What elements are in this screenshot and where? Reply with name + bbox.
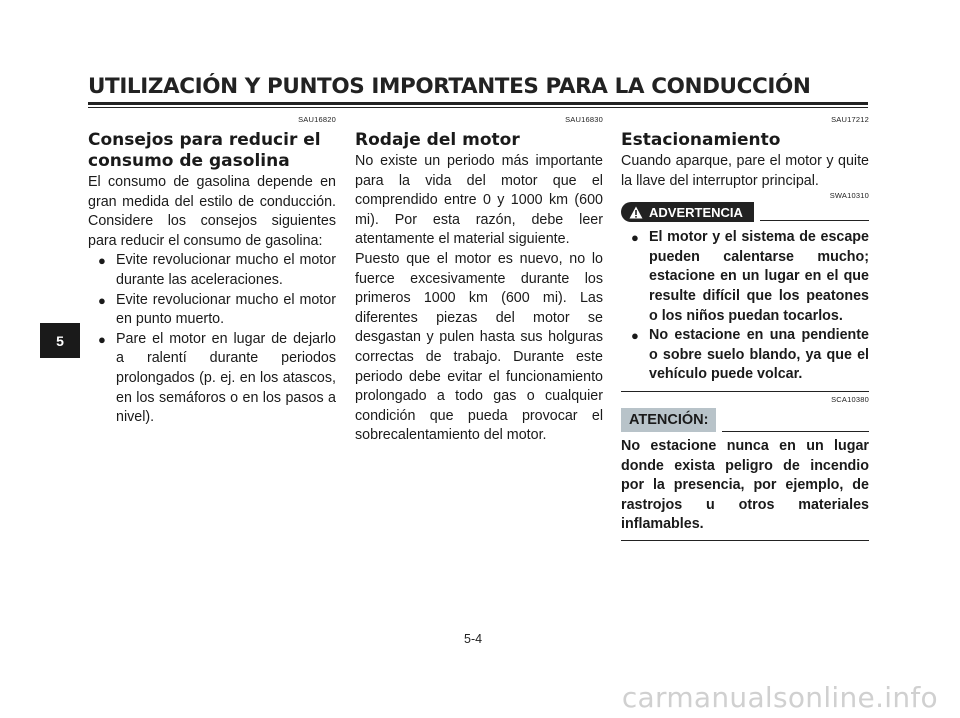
watermark-link[interactable]: carmanualsonline.info [621, 681, 938, 714]
tips-list [88, 251, 336, 427]
section-title-break-in: Rodaje del motor [355, 130, 520, 150]
title-line-1: Consejos para reducir el [88, 130, 321, 150]
page-header-title: UTILIZACIÓN Y PUNTOS IMPORTANTES PARA LA CONDUCCIÓN [88, 74, 811, 99]
caution-header-line [722, 431, 869, 432]
header-rule-thin [88, 107, 868, 108]
column-fuel-consumption [88, 115, 336, 428]
intro-paragraph: El consumo de gasolina depende en gran medida del estilo de conducción. Considere los consejos siguientes para reducir el consumo de gasolina: [88, 174, 336, 249]
bullet-icon: ● [631, 230, 639, 246]
intro-paragraph: Cuando aparque, pare el motor y quite la llave del interruptor principal. [621, 153, 869, 189]
caution-label: ATENCIÓN: [621, 408, 716, 432]
chapter-tab: 5 [40, 323, 80, 358]
warning-triangle-icon [629, 206, 643, 219]
page-number: 5-4 [464, 632, 483, 646]
paragraph-2: Puesto que el motor es nuevo, no lo fuerce excesivamente durante los primeros 1000 km (600 mi). Las diferentes piezas del motor se desgastan y pulen hasta sus holguras correctas de trabajo. Durante este periodo debe evitar el funcionamiento prolongado a todo gas o cualquier condición que pueda provocar el sobrecalentamiento del motor. [355, 250, 603, 444]
list-item-text: El motor y el sistema de escape pueden calentarse mucho; estacione en un lugar en el que resulte difícil que los peatones o los niños puedan tocarlos. [649, 229, 869, 324]
paragraph-1: No existe un periodo más importante para la vida del motor que el comprendido entre 0 y 1000 km (600 mi). Por esta razón, debe leer atentamente el material siguiente. [355, 153, 603, 248]
list-item [88, 330, 336, 428]
warning-header-line [760, 220, 869, 221]
warning-label: ADVERTENCIA [649, 204, 743, 220]
section-code: SAU16830 [565, 115, 603, 124]
section-title-fuel [88, 130, 336, 172]
warning-list [621, 228, 869, 385]
bullet-icon: ● [98, 292, 106, 308]
list-item [88, 251, 336, 290]
caution-header [621, 408, 869, 432]
bullet-icon: ● [98, 331, 106, 347]
list-item-text: Pare el motor en lugar de dejarlo a ralentí durante periodos prolongados (p. ej. en los atascos, en los semáforos o en los pasos a nivel). [116, 330, 336, 426]
bullet-icon: ● [98, 253, 106, 269]
title-line-2: consumo de gasolina [88, 151, 290, 171]
header-rule-thick [88, 102, 868, 105]
section-title-parking: Estacionamiento [621, 130, 781, 150]
column-engine-break-in [355, 115, 603, 446]
column-parking [621, 115, 869, 541]
warning-label-box [621, 202, 754, 222]
caution-code: SCA10380 [831, 394, 869, 404]
list-item [621, 228, 869, 326]
list-item-text: No estacione en una pendiente o sobre suelo blando, ya que el vehículo puede volcar. [649, 327, 869, 383]
warning-bottom-rule [621, 391, 869, 392]
list-item-text: Evite revolucionar mucho el motor en punto muerto. [116, 291, 336, 328]
section-code: SAU17212 [831, 115, 869, 124]
list-item [88, 291, 336, 330]
warning-header [621, 202, 869, 222]
warning-code: SWA10310 [829, 191, 869, 201]
section-code: SAU16820 [298, 115, 336, 124]
caution-bottom-rule [621, 540, 869, 541]
list-item [621, 326, 869, 385]
bullet-icon: ● [631, 328, 639, 344]
list-item-text: Evite revolucionar mucho el motor durante las aceleraciones. [116, 252, 336, 288]
caution-text: No estacione nunca en un lugar donde exista peligro de incendio por la presencia, por ejemplo, de rastrojos u otros materiales inflamables. [621, 437, 869, 533]
